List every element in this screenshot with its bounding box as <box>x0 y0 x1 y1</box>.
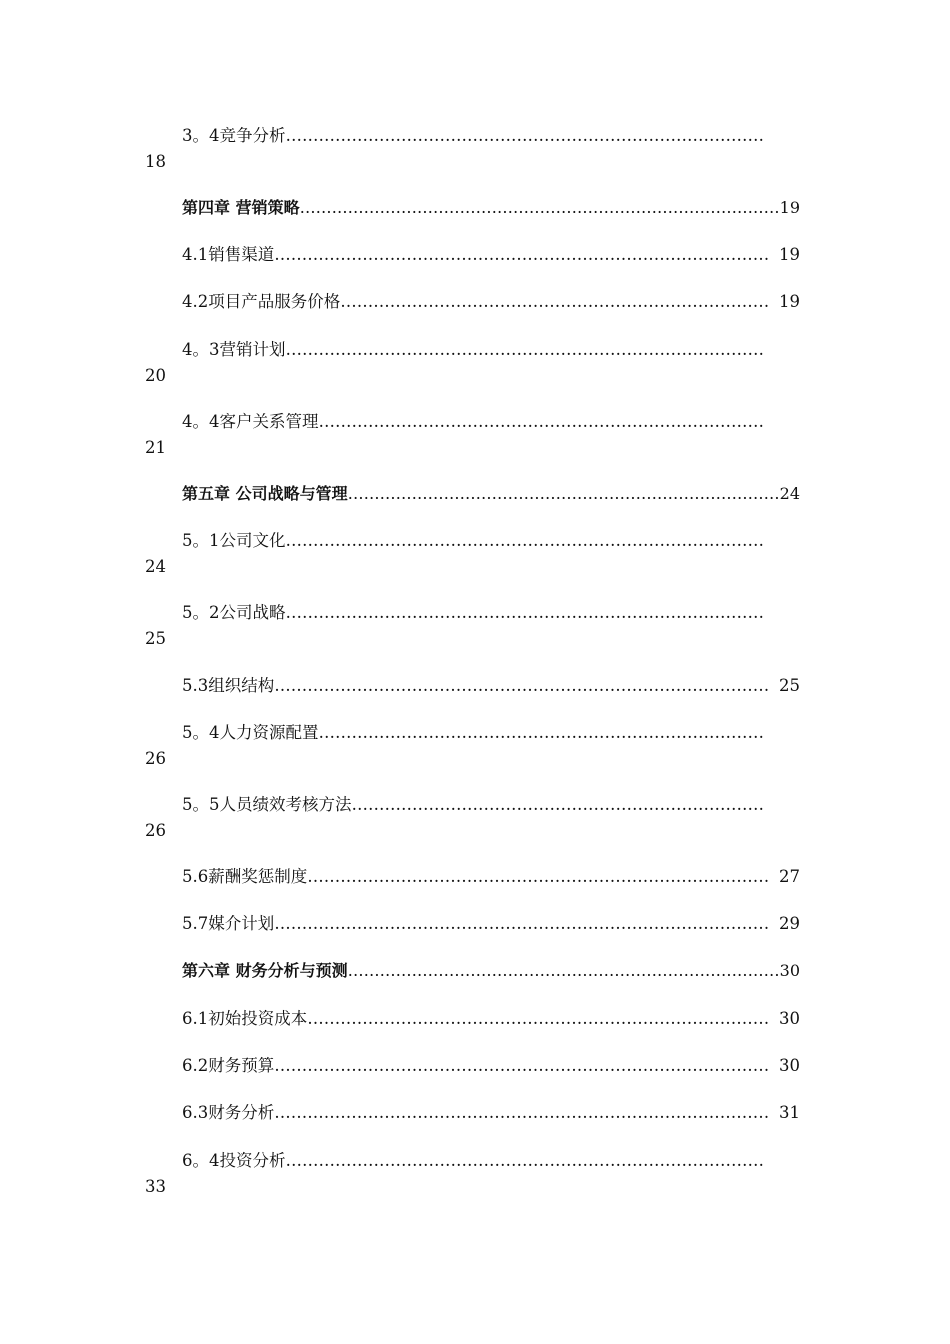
toc-entry-label: 3。4竞争分析 <box>182 126 286 145</box>
toc-section-entry[interactable] <box>182 1151 780 1171</box>
dot-leader: ………………………………………………………………………… <box>307 1009 770 1028</box>
toc-section-entry[interactable] <box>182 795 780 815</box>
toc-section-entry[interactable] <box>182 867 800 887</box>
toc-section-entry[interactable] <box>182 723 780 743</box>
toc-page-number: 27 <box>779 867 800 886</box>
toc-section-entry[interactable] <box>182 412 780 432</box>
dot-leader: ……………………………………………………………………… <box>347 484 780 503</box>
toc-page-number: 33 <box>145 1177 166 1196</box>
dot-leader: ……………………………………………………………………………… <box>274 245 770 264</box>
dot-leader: ……………………………………………………………………… <box>318 412 764 431</box>
dot-leader: …………………………………………………………………………… <box>285 531 764 550</box>
toc-page-number: 29 <box>779 914 800 933</box>
toc-chapter-entry[interactable] <box>182 198 800 218</box>
dot-leader: ……………………………………………………………………… <box>347 961 780 980</box>
toc-section-entry[interactable] <box>182 1056 800 1076</box>
toc-page-number: 26 <box>145 749 166 768</box>
toc-entry-label: 5.6薪酬奖惩制度 <box>182 867 308 886</box>
dot-leader: …………………………………………………………………… <box>340 292 770 311</box>
toc-page-number: 21 <box>145 438 166 457</box>
toc-page-number: 19 <box>779 292 800 311</box>
dot-leader: …………………………………………………………………………… <box>285 126 764 145</box>
toc-page-number: 25 <box>779 676 800 695</box>
toc-entry-label: 第五章 公司战略与管理 <box>182 484 348 503</box>
toc-entry-label: 5。4人力资源配置 <box>182 723 319 742</box>
toc-entry-label: 6.3财务分析 <box>182 1103 275 1122</box>
dot-leader: ……………………………………………………………………………… <box>274 676 770 695</box>
toc-entry-label: 4。3营销计划 <box>182 340 286 359</box>
toc-entry-label: 4.2项目产品服务价格 <box>182 292 341 311</box>
dot-leader: ………………………………………………………………… <box>351 795 764 814</box>
toc-entry-label: 6。4投资分析 <box>182 1151 286 1170</box>
toc-page-number: 19 <box>779 245 800 264</box>
toc-entry-label: 第六章 财务分析与预测 <box>182 961 348 980</box>
dot-leader: …………………………………………………………………………… <box>285 603 764 622</box>
toc-entry-label: 6.1初始投资成本 <box>182 1009 308 1028</box>
toc-section-entry[interactable] <box>182 676 800 696</box>
toc-page-number: 20 <box>145 366 166 385</box>
toc-entry-label: 5。1公司文化 <box>182 531 286 550</box>
toc-section-entry[interactable] <box>182 1103 800 1123</box>
toc-entry-label: 4.1销售渠道 <box>182 245 275 264</box>
toc-entry-label: 5.7媒介计划 <box>182 914 275 933</box>
toc-section-entry[interactable] <box>182 1009 800 1029</box>
toc-entry-label: 5。5人员绩效考核方法 <box>182 795 352 814</box>
toc-page-number: 30 <box>779 961 800 980</box>
toc-section-entry[interactable] <box>182 292 800 312</box>
toc-page-number: 19 <box>779 198 800 217</box>
dot-leader: ………………………………………………………………………… <box>307 867 770 886</box>
toc-section-entry[interactable] <box>182 603 780 623</box>
toc-page-number: 24 <box>779 484 800 503</box>
toc-page-number: 26 <box>145 821 166 840</box>
toc-section-entry[interactable] <box>182 245 800 265</box>
toc-section-entry[interactable] <box>182 340 780 360</box>
toc-page-number: 24 <box>145 557 166 576</box>
dot-leader: ……………………………………………………………………………… <box>274 914 770 933</box>
toc-page-number: 25 <box>145 629 166 648</box>
dot-leader: ……………………………………………………………………………… <box>274 1056 770 1075</box>
toc-entry-label: 4。4客户关系管理 <box>182 412 319 431</box>
toc-entry-label: 5。2公司战略 <box>182 603 286 622</box>
toc-page-number: 30 <box>779 1009 800 1028</box>
toc-entry-label: 5.3组织结构 <box>182 676 275 695</box>
toc-section-entry[interactable] <box>182 914 800 934</box>
dot-leader: ……………………………………………………………………… <box>318 723 764 742</box>
toc-page-number: 31 <box>779 1103 800 1122</box>
dot-leader: …………………………………………………………………………… <box>285 1151 764 1170</box>
toc-chapter-entry[interactable] <box>182 961 800 981</box>
toc-chapter-entry[interactable] <box>182 484 800 504</box>
toc-entry-label: 6.2财务预算 <box>182 1056 275 1075</box>
toc-section-entry[interactable] <box>182 126 780 146</box>
toc-section-entry[interactable] <box>182 531 780 551</box>
dot-leader: ……………………………………………………………………………… <box>274 1103 770 1122</box>
dot-leader: …………………………………………………………………………… <box>285 340 764 359</box>
toc-page-number: 30 <box>779 1056 800 1075</box>
toc-page-number: 18 <box>145 152 166 171</box>
toc-entry-label: 第四章 营销策略 <box>182 198 300 217</box>
dot-leader: ……………………………………………………………………………… <box>299 198 780 217</box>
